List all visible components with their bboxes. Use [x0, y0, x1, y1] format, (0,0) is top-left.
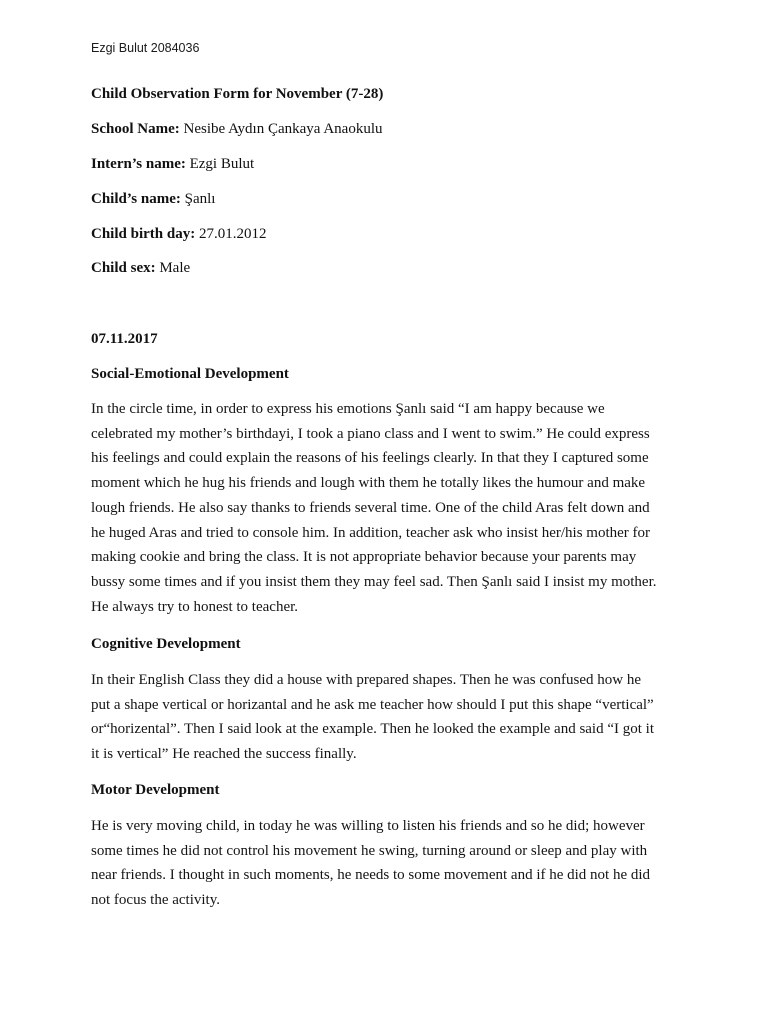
paragraph-cognitive [91, 668, 691, 767]
observation-date: 07.11.2017 [91, 331, 158, 347]
paragraph-motor [91, 814, 691, 913]
field-child-name [91, 191, 215, 208]
text-line: put a shape vertical or horizantal and he ask me teacher how should I put this shape “vertical” [91, 696, 654, 713]
page-header: Ezgi Bulut 2084036 [91, 41, 200, 55]
text-line: He is very moving child, in today he was willing to listen his friends and so he did; however [91, 818, 645, 834]
field-label: Child’s name: [91, 191, 181, 207]
text-line: some times he did not control his movement he swing, turning around or sleep and play with [91, 842, 648, 859]
text-line: he huged Aras and tried to console him. In addition, teacher ask who insist her/his mother for [91, 524, 651, 541]
text-line: near friends. I thought in such moments, he needs to some movement and if he did not he did [91, 867, 651, 884]
field-label: Child sex: [91, 260, 156, 276]
field-label: Intern’s name: [91, 156, 186, 172]
field-value: Male [159, 260, 191, 276]
text-line: He always try to honest to teacher. [91, 598, 299, 615]
text-line: his feelings and could explain the reasons of his feelings clearly. In that they I captured some [91, 450, 649, 467]
field-value: Ezgi Bulut [189, 156, 255, 172]
section-heading-cognitive: Cognitive Development [91, 636, 241, 652]
field-label: School Name: [91, 121, 180, 137]
text-line: bussy some times and if you insist them they may feel sad. Then Şanlı said I insist my mother. [91, 573, 657, 590]
field-value: Nesibe Aydın Çankaya Anaokulu [183, 121, 383, 137]
text-line: moment which he hug his friends and lough with them he totally likes the humour and make [91, 475, 646, 492]
section-heading-social-emotional: Social-Emotional Development [91, 366, 289, 382]
text-line: not focus the activity. [91, 892, 220, 909]
field-school-name [91, 121, 383, 138]
text-line: or“horizental”. Then I said look at the example. Then he looked the example and said “I got it [91, 721, 655, 738]
text-line: making cookie and bring the class. It is not appropriate behavior because your parents may [91, 549, 637, 566]
text-line: it is vertical” He reached the success finally. [91, 746, 357, 763]
field-label: Child birth day: [91, 226, 196, 242]
form-title: Child Observation Form for November (7-28) [91, 86, 384, 102]
text-line: In the circle time, in order to express his emotions Şanlı said “I am happy because we [91, 401, 605, 417]
section-heading-motor: Motor Development [91, 782, 220, 798]
text-line: lough friends. He also say thanks to friends several time. One of the child Aras felt down and [91, 499, 650, 516]
field-intern-name [91, 156, 254, 173]
field-child-sex [91, 260, 190, 277]
field-child-birthday [91, 226, 266, 243]
text-line: In their English Class they did a house with prepared shapes. Then he was confused how he [91, 672, 642, 688]
paragraph-social-emotional [91, 397, 691, 619]
field-value: 27.01.2012 [198, 226, 267, 242]
field-value: Şanlı [184, 191, 216, 207]
text-line: celebrated my mother’s birthdayi, I took a piano class and I went to swim.” He could express [91, 425, 650, 442]
